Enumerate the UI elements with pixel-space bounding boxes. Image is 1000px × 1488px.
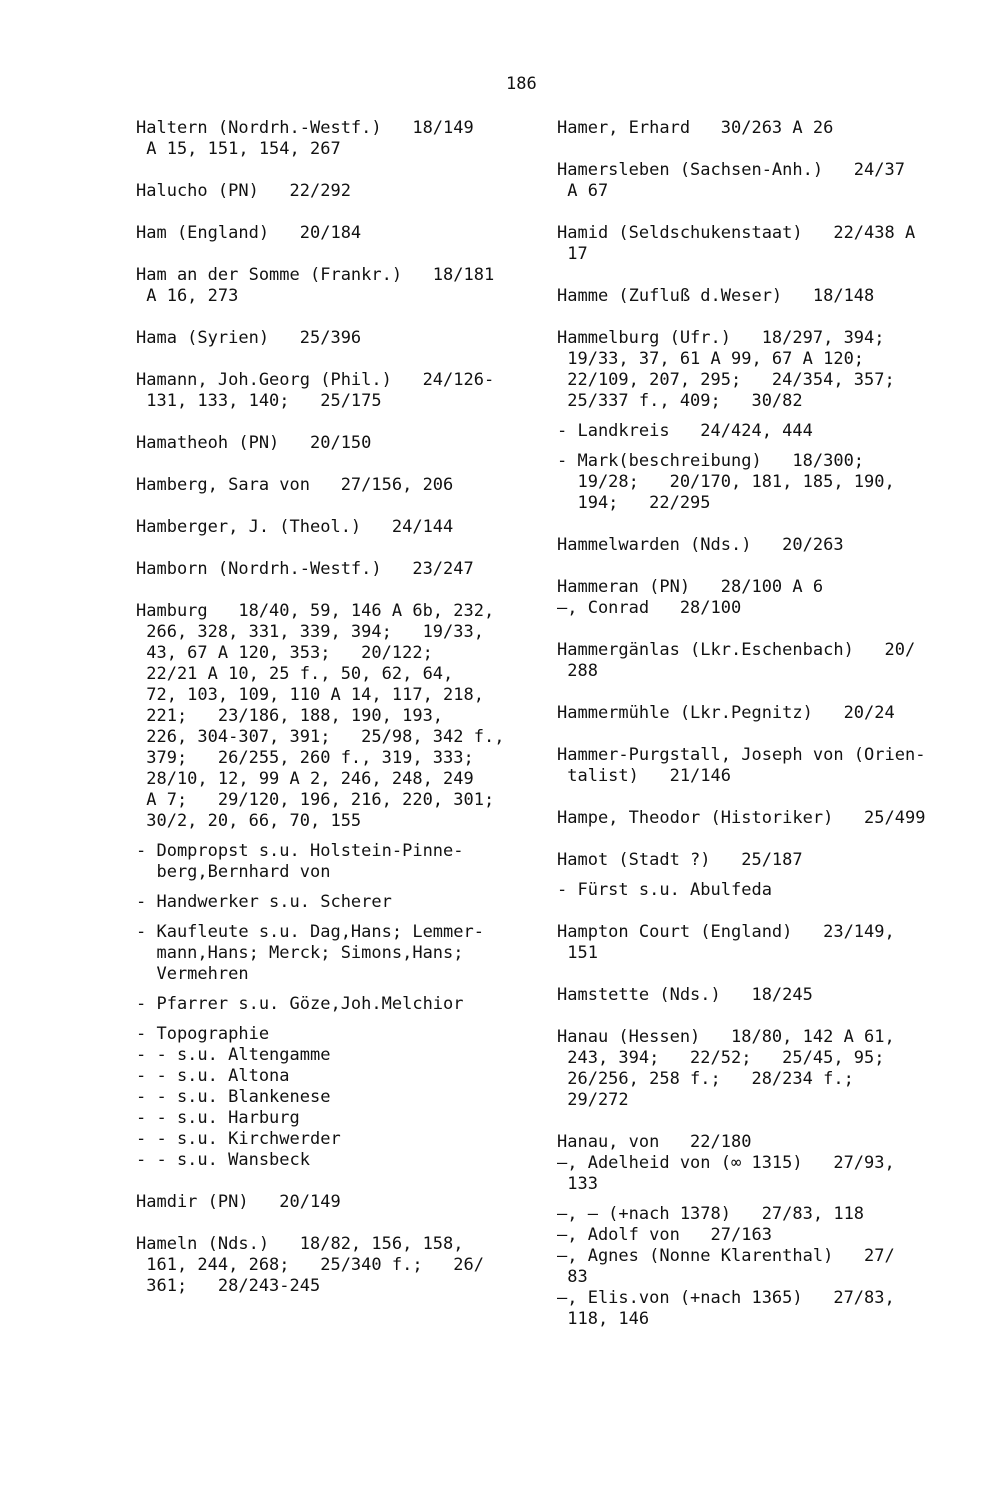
index-entry-line: Hammelwarden (Nds.) 20/263 bbox=[557, 535, 844, 555]
index-entry-line: 29/272 bbox=[557, 1090, 629, 1110]
index-entry bbox=[557, 1027, 957, 1111]
index-entry-line: Hamdir (PN) 20/149 bbox=[136, 1192, 341, 1212]
index-entry bbox=[136, 370, 536, 412]
index-entry bbox=[557, 421, 957, 442]
index-entry-line: - Landkreis 24/424, 444 bbox=[557, 421, 813, 441]
index-entry-line: Haltern (Nordrh.-Westf.) 18/149 bbox=[136, 118, 474, 138]
index-entry-line: 266, 328, 331, 339, 394; 19/33, bbox=[136, 622, 484, 642]
index-entry-line: Hama (Syrien) 25/396 bbox=[136, 328, 362, 348]
index-entry-line: - Dompropst s.u. Holstein-Pinne- bbox=[136, 841, 464, 861]
index-entry-line: - Pfarrer s.u. Göze,Joh.Melchior bbox=[136, 994, 464, 1014]
index-entry-line: Hamborn (Nordrh.-Westf.) 23/247 bbox=[136, 559, 474, 579]
index-entry bbox=[557, 703, 957, 724]
index-entry-line: Hamme (Zufluß d.Weser) 18/148 bbox=[557, 286, 875, 306]
index-entry bbox=[557, 286, 957, 307]
index-entry-line: Hamberger, J. (Theol.) 24/144 bbox=[136, 517, 454, 537]
index-entry-line: Hamot (Stadt ?) 25/187 bbox=[557, 850, 803, 870]
index-entry bbox=[557, 1204, 957, 1330]
index-entry-line: A 7; 29/120, 196, 216, 220, 301; bbox=[136, 790, 495, 810]
index-entry-line: Hanau (Hessen) 18/80, 142 A 61, bbox=[557, 1027, 895, 1047]
index-entry-line: 243, 394; 22/52; 25/45, 95; bbox=[557, 1048, 885, 1068]
index-entry-line: 379; 26/255, 260 f., 319, 333; bbox=[136, 748, 474, 768]
index-entry-line: - - s.u. Altona bbox=[136, 1066, 290, 1086]
index-entry bbox=[557, 808, 957, 829]
index-entry-line: mann,Hans; Merck; Simons,Hans; bbox=[136, 943, 464, 963]
index-entry bbox=[136, 517, 536, 538]
index-entry bbox=[557, 745, 957, 787]
index-entry-line: —, Adolf von 27/163 bbox=[557, 1225, 772, 1245]
index-entry-line: Hamberg, Sara von 27/156, 206 bbox=[136, 475, 454, 495]
page-number: 186 bbox=[506, 74, 537, 94]
index-entry-line: A 67 bbox=[557, 181, 609, 201]
index-entry-line: 30/2, 20, 66, 70, 155 bbox=[136, 811, 362, 831]
index-entry bbox=[557, 328, 957, 412]
index-entry-line: 226, 304-307, 391; 25/98, 342 f., bbox=[136, 727, 505, 747]
index-entry-line: Hamer, Erhard 30/263 A 26 bbox=[557, 118, 834, 138]
index-entry-line: 288 bbox=[557, 661, 598, 681]
index-entry bbox=[136, 922, 536, 985]
index-entry-line: - - s.u. Blankenese bbox=[136, 1087, 331, 1107]
index-entry bbox=[557, 577, 957, 619]
index-entry-line: Hammermühle (Lkr.Pegnitz) 20/24 bbox=[557, 703, 895, 723]
index-entry-line: talist) 21/146 bbox=[557, 766, 731, 786]
index-entry bbox=[136, 1234, 536, 1297]
index-entry-line: 361; 28/243-245 bbox=[136, 1276, 321, 1296]
index-entry-line: Hameln (Nds.) 18/82, 156, 158, bbox=[136, 1234, 464, 1254]
index-entry bbox=[557, 160, 957, 202]
index-entry-line: 221; 23/186, 188, 190, 193, bbox=[136, 706, 444, 726]
index-entry bbox=[136, 223, 536, 244]
index-entry-line: Hanau, von 22/180 bbox=[557, 1132, 752, 1152]
index-entry bbox=[557, 451, 957, 514]
index-entry-line: - - s.u. Kirchwerder bbox=[136, 1129, 341, 1149]
index-entry-line: —, Elis.von (+nach 1365) 27/83, bbox=[557, 1288, 895, 1308]
index-entry-line: - - s.u. Altengamme bbox=[136, 1045, 331, 1065]
index-entry-line: - Mark(beschreibung) 18/300; bbox=[557, 451, 865, 471]
index-entry-line: berg,Bernhard von bbox=[136, 862, 331, 882]
index-entry bbox=[557, 118, 957, 139]
index-entry bbox=[136, 559, 536, 580]
index-entry-line: 83 bbox=[557, 1267, 588, 1287]
index-entry-line: 43, 67 A 120, 353; 20/122; bbox=[136, 643, 433, 663]
index-entry-line: - Fürst s.u. Abulfeda bbox=[557, 880, 772, 900]
index-entry-line: - - s.u. Wansbeck bbox=[136, 1150, 310, 1170]
index-entry-line: Hamstette (Nds.) 18/245 bbox=[557, 985, 813, 1005]
index-entry-line: - Topographie bbox=[136, 1024, 270, 1044]
index-entry bbox=[136, 892, 536, 913]
index-entry bbox=[557, 535, 957, 556]
index-entry-line: Vermehren bbox=[136, 964, 249, 984]
index-entry bbox=[557, 223, 957, 265]
index-entry-line: Hammer-Purgstall, Joseph von (Orien- bbox=[557, 745, 926, 765]
index-entry-line: - - s.u. Harburg bbox=[136, 1108, 300, 1128]
index-entry-line: Ham (England) 20/184 bbox=[136, 223, 362, 243]
index-entry-line: Hamann, Joh.Georg (Phil.) 24/126- bbox=[136, 370, 495, 390]
index-entry-line: A 15, 151, 154, 267 bbox=[136, 139, 341, 159]
index-entry-line: —, Agnes (Nonne Klarenthal) 27/ bbox=[557, 1246, 895, 1266]
index-entry bbox=[557, 850, 957, 871]
index-entry bbox=[557, 922, 957, 964]
index-entry-line: - Kaufleute s.u. Dag,Hans; Lemmer- bbox=[136, 922, 484, 942]
index-entry-line: —, Adelheid von (∞ 1315) 27/93, bbox=[557, 1153, 895, 1173]
index-entry-line: 25/337 f., 409; 30/82 bbox=[557, 391, 803, 411]
index-entry bbox=[557, 1132, 957, 1195]
index-entry-line: Hammelburg (Ufr.) 18/297, 394; bbox=[557, 328, 885, 348]
index-entry-line: —, — (+nach 1378) 27/83, 118 bbox=[557, 1204, 865, 1224]
index-entry-line: 19/33, 37, 61 A 99, 67 A 120; bbox=[557, 349, 865, 369]
index-entry-line: Hampe, Theodor (Historiker) 25/499 bbox=[557, 808, 926, 828]
index-entry-line: Hammergänlas (Lkr.Eschenbach) 20/ bbox=[557, 640, 916, 660]
index-entry bbox=[136, 265, 536, 307]
index-entry bbox=[136, 328, 536, 349]
index-entry-line: 19/28; 20/170, 181, 185, 190, bbox=[557, 472, 895, 492]
index-entry bbox=[136, 841, 536, 883]
index-entry-line: Hampton Court (England) 23/149, bbox=[557, 922, 895, 942]
index-entry bbox=[136, 118, 536, 160]
index-entry-line: 161, 244, 268; 25/340 f.; 26/ bbox=[136, 1255, 484, 1275]
index-entry bbox=[136, 601, 536, 832]
index-entry-line: 131, 133, 140; 25/175 bbox=[136, 391, 382, 411]
index-entry-line: 28/10, 12, 99 A 2, 246, 248, 249 bbox=[136, 769, 474, 789]
index-entry-line: 26/256, 258 f.; 28/234 f.; bbox=[557, 1069, 854, 1089]
index-entry bbox=[136, 181, 536, 202]
index-entry-line: 133 bbox=[557, 1174, 598, 1194]
index-entry-line: 151 bbox=[557, 943, 598, 963]
index-entry-line: A 16, 273 bbox=[136, 286, 239, 306]
index-entry-line: Hamburg 18/40, 59, 146 A 6b, 232, bbox=[136, 601, 495, 621]
index-entry-line: —, Conrad 28/100 bbox=[557, 598, 742, 618]
index-entry-line: 22/21 A 10, 25 f., 50, 62, 64, bbox=[136, 664, 454, 684]
index-entry-line: 118, 146 bbox=[557, 1309, 650, 1329]
index-entry bbox=[136, 433, 536, 454]
index-entry-line: Hammeran (PN) 28/100 A 6 bbox=[557, 577, 824, 597]
index-entry bbox=[136, 1024, 536, 1171]
index-entry bbox=[136, 1192, 536, 1213]
right-index-column bbox=[557, 118, 957, 1351]
index-entry bbox=[557, 985, 957, 1006]
index-entry-line: Hamersleben (Sachsen-Anh.) 24/37 bbox=[557, 160, 905, 180]
index-entry bbox=[557, 640, 957, 682]
index-entry-line: Hamatheoh (PN) 20/150 bbox=[136, 433, 372, 453]
index-entry-line: 17 bbox=[557, 244, 588, 264]
index-entry-line: 194; 22/295 bbox=[557, 493, 711, 513]
left-index-column bbox=[136, 118, 536, 1318]
index-entry bbox=[557, 880, 957, 901]
index-entry-line: Ham an der Somme (Frankr.) 18/181 bbox=[136, 265, 495, 285]
index-entry-line: Halucho (PN) 22/292 bbox=[136, 181, 351, 201]
index-entry-line: 22/109, 207, 295; 24/354, 357; bbox=[557, 370, 895, 390]
index-entry bbox=[136, 475, 536, 496]
index-entry-line: Hamid (Seldschukenstaat) 22/438 A bbox=[557, 223, 916, 243]
index-entry-line: - Handwerker s.u. Scherer bbox=[136, 892, 392, 912]
index-entry bbox=[136, 994, 536, 1015]
index-entry-line: 72, 103, 109, 110 A 14, 117, 218, bbox=[136, 685, 484, 705]
